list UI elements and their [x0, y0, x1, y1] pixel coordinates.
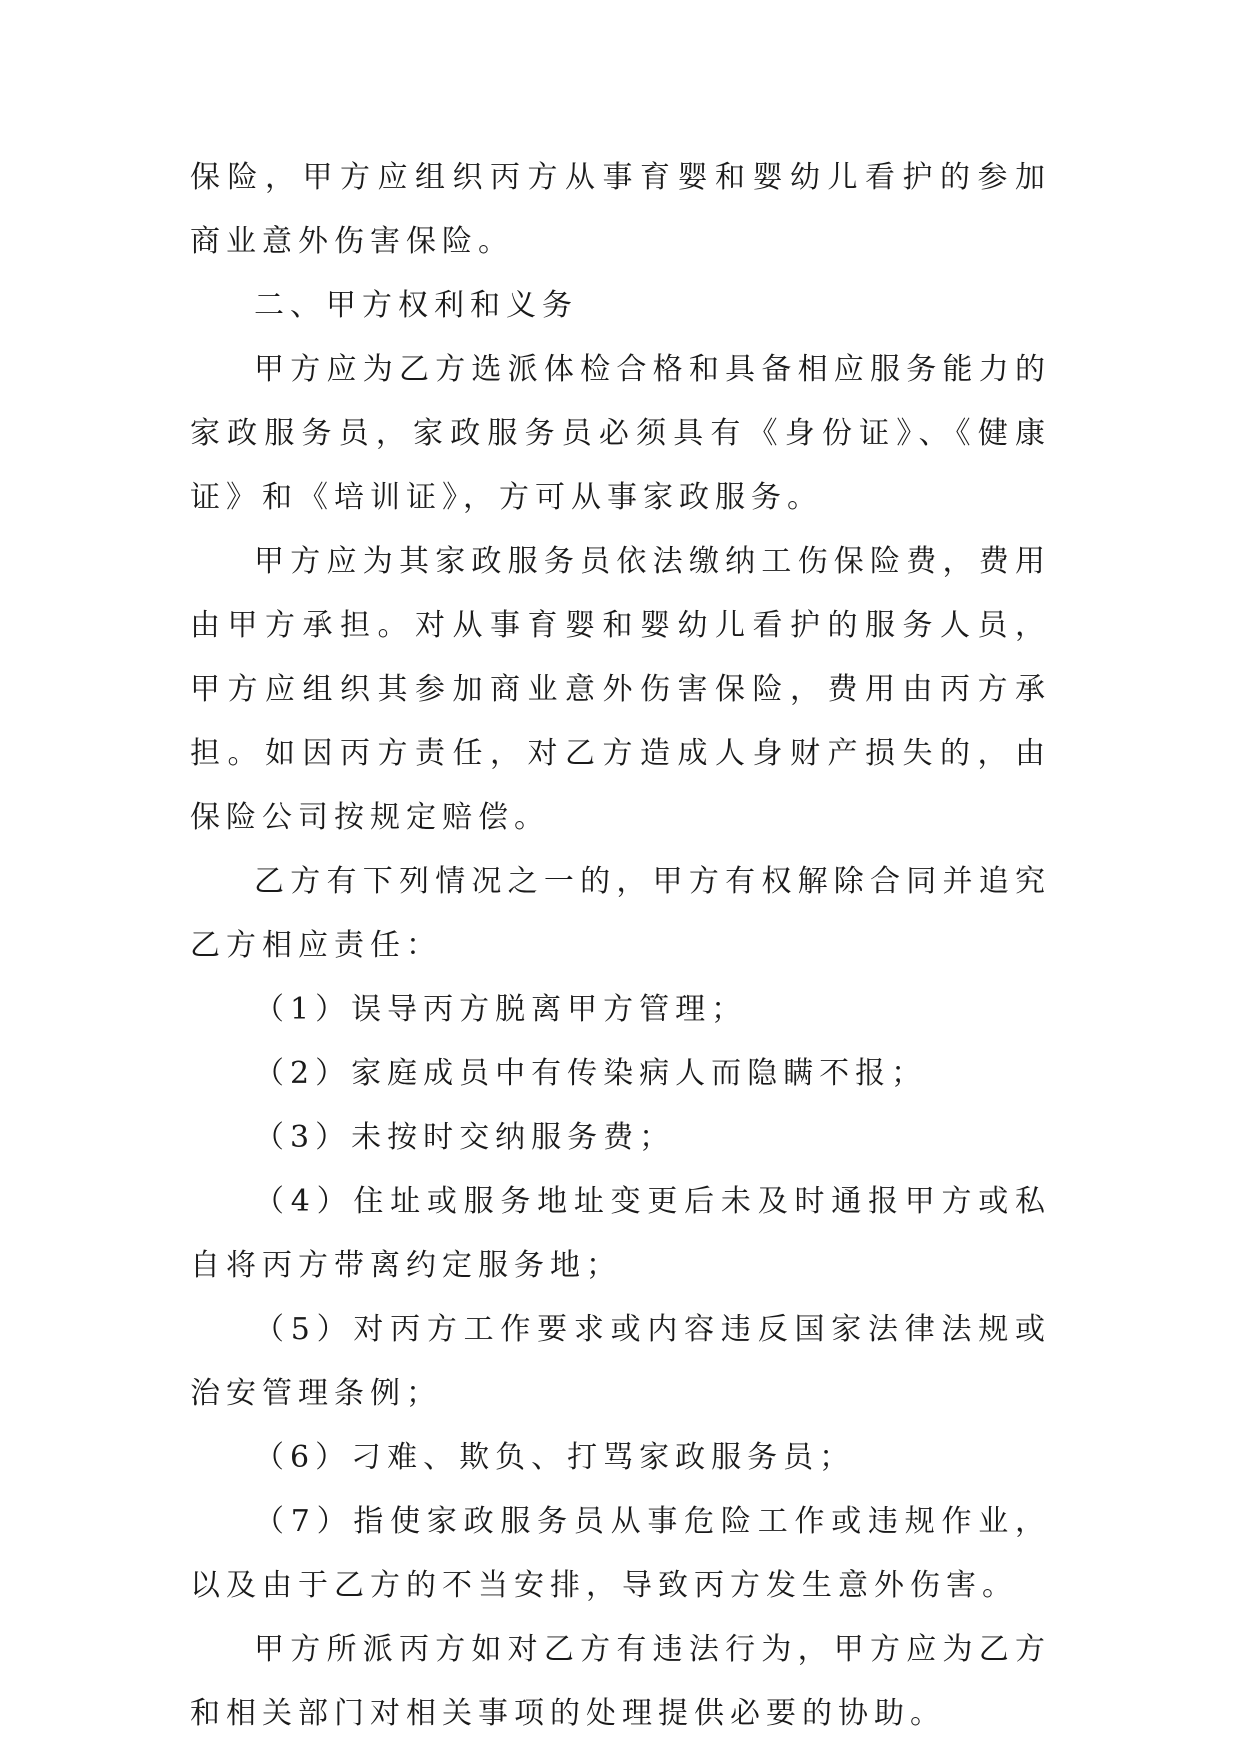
list-item-5: （5）对丙方工作要求或内容违反国家法律法规或治安管理条例； — [190, 1312, 1051, 1411]
paragraph-select-staff: 甲方应为乙方选派体检合格和具备相应服务能力的家政服务员，家政服务员必须具有《身份证》、《健康证》和《培训证》，方可从事家政服务。 — [190, 352, 1051, 515]
document-body — [190, 146, 1051, 1746]
list-item-2: （2）家庭成员中有传染病人而隐瞒不报； — [254, 1056, 928, 1091]
paragraph-assistance: 甲方所派丙方如对乙方有违法行为，甲方应为乙方和相关部门对相关事项的处理提供必要的协助。 — [190, 1632, 1051, 1731]
list-item-1: （1）误导丙方脱离甲方管理； — [254, 992, 748, 1027]
list-item-3: （3）未按时交纳服务费； — [254, 1120, 676, 1155]
paragraph-termination-conditions: 乙方有下列情况之一的，甲方有权解除合同并追究乙方相应责任： — [190, 864, 1051, 963]
paragraph-insurance-continued: 保险，甲方应组织丙方从事育婴和婴幼儿看护的参加商业意外伤害保险。 — [190, 160, 1051, 259]
paragraph-injury-insurance: 甲方应为其家政服务员依法缴纳工伤保险费，费用由甲方承担。对从事育婴和婴幼儿看护的服务人员，甲方应组织其参加商业意外伤害保险，费用由丙方承担。如因丙方责任，对乙方造成人身财产损失的，由保险公司按规定赔偿。 — [190, 544, 1051, 835]
section-heading-party-a-rights: 二、甲方权利和义务 — [254, 288, 578, 323]
list-item-6: （6）刁难、欺负、打骂家政服务员； — [254, 1440, 856, 1475]
list-item-7: （7）指使家政服务员从事危险工作或违规作业，以及由于乙方的不当安排，导致丙方发生意外伤害。 — [190, 1504, 1051, 1603]
list-item-4: （4）住址或服务地址变更后未及时通报甲方或私自将丙方带离约定服务地； — [190, 1184, 1051, 1283]
